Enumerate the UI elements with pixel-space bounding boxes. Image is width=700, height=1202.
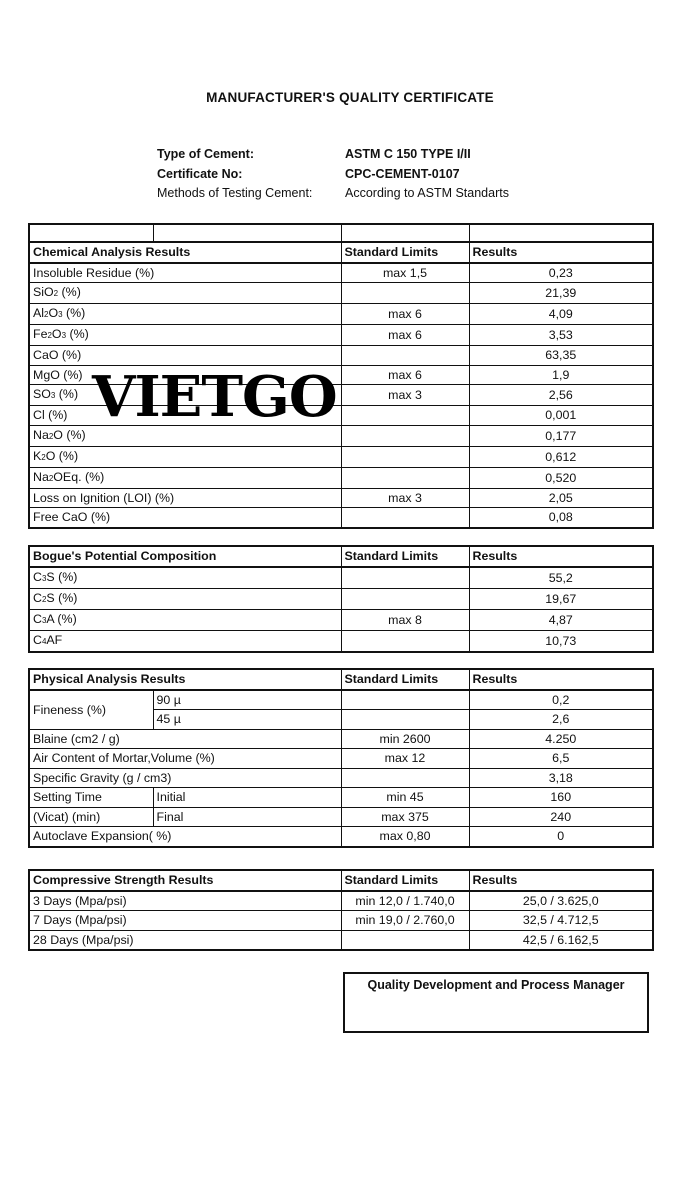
result-cell: 0,001 xyxy=(469,406,653,426)
limit-cell: max 3 xyxy=(341,488,469,508)
limit-cell: max 6 xyxy=(341,304,469,325)
row-label: K2O (%) xyxy=(29,446,341,467)
row-label: Air Content of Mortar,Volume (%) xyxy=(29,749,341,769)
row-label: C3A (%) xyxy=(29,609,341,630)
result-cell: 4,87 xyxy=(469,609,653,630)
limit-cell: min 19,0 / 2.760,0 xyxy=(341,911,469,931)
header-value: ASTM C 150 TYPE I/II xyxy=(345,147,471,161)
row-label: C4AF xyxy=(29,630,341,652)
limit-cell: max 6 xyxy=(341,325,469,346)
table-row xyxy=(29,930,653,950)
row-label: SO3 (%) xyxy=(29,385,341,406)
result-cell: 2,56 xyxy=(469,385,653,406)
empty-cell xyxy=(469,224,653,242)
header-label: Type of Cement: xyxy=(157,147,254,161)
row-label: C3S (%) xyxy=(29,567,341,589)
table-header-row xyxy=(29,242,653,263)
physical-table xyxy=(28,668,654,848)
limit-cell: max 3 xyxy=(341,385,469,406)
row-label: Na2OEq. (%) xyxy=(29,467,341,488)
certificate-header xyxy=(157,147,509,206)
table-row xyxy=(29,325,653,346)
row-label: 3 Days (Mpa/psi) xyxy=(29,891,341,911)
results-header: Results xyxy=(469,242,653,263)
setting-sub: Initial xyxy=(153,788,341,808)
result-cell: 19,67 xyxy=(469,588,653,609)
result-cell: 42,5 / 6.162,5 xyxy=(469,930,653,950)
row-label: Blaine (cm2 / g) xyxy=(29,729,341,749)
row-label: Autoclave Expansion( %) xyxy=(29,827,341,847)
section-heading: Compressive Strength Results xyxy=(29,870,341,891)
row-label: Loss on Ignition (LOI) (%) xyxy=(29,488,341,508)
header-row xyxy=(157,167,509,187)
row-label: SiO2 (%) xyxy=(29,283,341,304)
result-cell: 0,2 xyxy=(469,690,653,710)
limit-cell xyxy=(341,710,469,730)
setting-label-1: Setting Time xyxy=(29,788,153,808)
limit-cell: min 12,0 / 1.740,0 xyxy=(341,891,469,911)
result-cell: 0,612 xyxy=(469,446,653,467)
vietgo-watermark: VIETGO xyxy=(92,364,337,430)
result-cell: 0,08 xyxy=(469,508,653,528)
result-cell: 160 xyxy=(469,788,653,808)
limits-header: Standard Limits xyxy=(341,242,469,263)
limits-header: Standard Limits xyxy=(341,546,469,567)
row-label: Specific Gravity (g / cm3) xyxy=(29,768,341,788)
table-row xyxy=(29,263,653,283)
empty-cell xyxy=(341,224,469,242)
limit-cell xyxy=(341,283,469,304)
header-label: Methods of Testing Cement: xyxy=(157,186,313,200)
signature-title: Quality Development and Process Manager xyxy=(367,978,625,992)
empty-cell xyxy=(29,224,153,242)
table-row xyxy=(29,768,653,788)
row-label: Insoluble Residue (%) xyxy=(29,263,341,283)
empty-cell xyxy=(153,224,341,242)
table-row xyxy=(29,690,653,710)
result-cell: 21,39 xyxy=(469,283,653,304)
result-cell: 32,5 / 4.712,5 xyxy=(469,911,653,931)
table-row xyxy=(29,911,653,931)
row-label: C2S (%) xyxy=(29,588,341,609)
result-cell: 3,18 xyxy=(469,768,653,788)
table-row xyxy=(29,567,653,589)
limit-cell: max 12 xyxy=(341,749,469,769)
result-cell: 1,9 xyxy=(469,365,653,385)
table-row xyxy=(29,488,653,508)
limit-cell xyxy=(341,446,469,467)
table-row xyxy=(29,283,653,304)
section-heading: Chemical Analysis Results xyxy=(29,242,341,263)
table-row xyxy=(29,508,653,528)
results-header: Results xyxy=(469,870,653,891)
table-row xyxy=(29,827,653,847)
limit-cell: max 0,80 xyxy=(341,827,469,847)
result-cell: 4.250 xyxy=(469,729,653,749)
header-row xyxy=(157,186,509,206)
result-cell: 240 xyxy=(469,807,653,827)
header-label: Certificate No: xyxy=(157,166,243,181)
limit-cell xyxy=(341,768,469,788)
table-row xyxy=(29,304,653,325)
setting-sub: Final xyxy=(153,807,341,827)
row-label: Al2O3 (%) xyxy=(29,304,341,325)
row-label: Free CaO (%) xyxy=(29,508,341,528)
table-row xyxy=(29,346,653,366)
results-header: Results xyxy=(469,546,653,567)
limits-header: Standard Limits xyxy=(341,669,469,690)
limit-cell xyxy=(341,690,469,710)
row-label: Cl (%) xyxy=(29,406,341,426)
table-header-row xyxy=(29,870,653,891)
result-cell: 2,05 xyxy=(469,488,653,508)
signature-box xyxy=(343,972,649,1033)
result-cell: 25,0 / 3.625,0 xyxy=(469,891,653,911)
result-cell: 3,53 xyxy=(469,325,653,346)
limit-cell: max 8 xyxy=(341,609,469,630)
section-heading: Physical Analysis Results xyxy=(29,669,341,690)
result-cell: 6,5 xyxy=(469,749,653,769)
row-label: CaO (%) xyxy=(29,346,341,366)
header-value: According to ASTM Standarts xyxy=(345,186,509,200)
table-row xyxy=(29,891,653,911)
limit-cell xyxy=(341,346,469,366)
setting-label-2: (Vicat) (min) xyxy=(29,807,153,827)
limit-cell xyxy=(341,406,469,426)
table-row xyxy=(29,788,653,808)
result-cell: 55,2 xyxy=(469,567,653,589)
limit-cell: max 375 xyxy=(341,807,469,827)
result-cell: 4,09 xyxy=(469,304,653,325)
header-value: CPC-CEMENT-0107 xyxy=(345,166,460,181)
result-cell: 0,177 xyxy=(469,425,653,446)
table-header-row xyxy=(29,669,653,690)
result-cell: 63,35 xyxy=(469,346,653,366)
row-label: MgO (%) xyxy=(29,365,341,385)
certificate-title: MANUFACTURER'S QUALITY CERTIFICATE xyxy=(206,90,494,105)
table-row xyxy=(29,729,653,749)
results-header: Results xyxy=(469,669,653,690)
row-label: Fe2O3 (%) xyxy=(29,325,341,346)
limit-cell xyxy=(341,930,469,950)
bogue-table xyxy=(28,545,654,653)
fineness-sub: 90 µ xyxy=(153,690,341,710)
table-row xyxy=(29,749,653,769)
table-row xyxy=(29,588,653,609)
limit-cell xyxy=(341,508,469,528)
row-label: 7 Days (Mpa/psi) xyxy=(29,911,341,931)
result-cell: 10,73 xyxy=(469,630,653,652)
limit-cell xyxy=(341,588,469,609)
table-row xyxy=(29,467,653,488)
table-row xyxy=(29,446,653,467)
limit-cell xyxy=(341,567,469,589)
limit-cell xyxy=(341,630,469,652)
compressive-table xyxy=(28,869,654,951)
header-row xyxy=(157,147,509,167)
result-cell: 2,6 xyxy=(469,710,653,730)
section-heading: Bogue's Potential Composition xyxy=(29,546,341,567)
limit-cell: max 6 xyxy=(341,365,469,385)
limits-header: Standard Limits xyxy=(341,870,469,891)
result-cell: 0,23 xyxy=(469,263,653,283)
table-row xyxy=(29,609,653,630)
limit-cell: min 2600 xyxy=(341,729,469,749)
table-header-row xyxy=(29,546,653,567)
fineness-sub: 45 µ xyxy=(153,710,341,730)
limit-cell: min 45 xyxy=(341,788,469,808)
table-row xyxy=(29,630,653,652)
limit-cell xyxy=(341,467,469,488)
limit-cell: max 1,5 xyxy=(341,263,469,283)
row-label: Na2O (%) xyxy=(29,425,341,446)
result-cell: 0,520 xyxy=(469,467,653,488)
fineness-label: Fineness (%) xyxy=(29,690,153,730)
table-top-strip xyxy=(29,224,653,242)
row-label: 28 Days (Mpa/psi) xyxy=(29,930,341,950)
limit-cell xyxy=(341,425,469,446)
result-cell: 0 xyxy=(469,827,653,847)
table-row xyxy=(29,807,653,827)
